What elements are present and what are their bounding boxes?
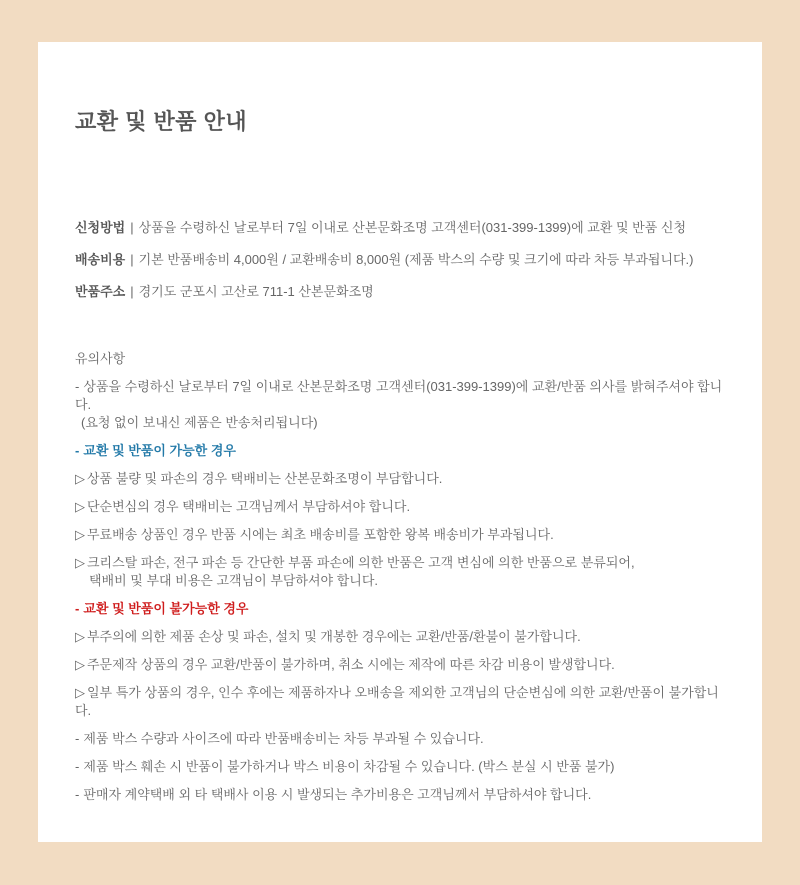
notice-line bbox=[75, 498, 725, 516]
notice-item bbox=[75, 554, 725, 590]
notice-line-text: 단순변심의 경우 택배비는 고객님께서 부담하셔야 합니다. bbox=[87, 499, 411, 514]
dash-bullet-icon: - bbox=[75, 601, 80, 616]
info-row bbox=[75, 220, 725, 236]
notice-item bbox=[75, 526, 725, 544]
notice-line bbox=[75, 758, 725, 776]
dash-bullet-icon: - bbox=[75, 443, 80, 458]
notice-line bbox=[75, 470, 725, 488]
notice-line-text: 상품을 수령하신 날로부터 7일 이내로 산본문화조명 고객센터(031-399-1399)에 교환/반품 의사를 밝혀주셔야 합니다. bbox=[75, 379, 723, 412]
triangle-bullet-icon: ▷ bbox=[75, 499, 85, 514]
info-row-text: 상품을 수령하신 날로부터 7일 이내로 산본문화조명 고객센터(031-399-1399)에 교환 및 반품 신청 bbox=[138, 220, 687, 235]
notice-item bbox=[75, 786, 725, 804]
notice-item bbox=[75, 656, 725, 674]
notice-line-text: 일부 특가 상품의 경우, 인수 후에는 제품하자나 오배송을 제외한 고객님의 단순변심에 의한 교환/반품이 불가합니다. bbox=[75, 685, 719, 718]
notice-line-text: 크리스탈 파손, 전구 파손 등 간단한 부품 파손에 의한 반품은 고객 변심에 의한 반품으로 분류되어, bbox=[87, 555, 635, 570]
notice-line bbox=[75, 684, 725, 720]
notice-item bbox=[75, 628, 725, 646]
notice-line-text: 제품 박스 훼손 시 반품이 불가하거나 박스 비용이 차감될 수 있습니다. (박스 분실 시 반품 불가) bbox=[83, 759, 615, 774]
notice-line bbox=[75, 786, 725, 804]
triangle-bullet-icon: ▷ bbox=[75, 685, 85, 700]
notice-item bbox=[75, 758, 725, 776]
notice-line bbox=[75, 572, 725, 590]
notice-line bbox=[75, 414, 725, 432]
notice-items bbox=[75, 378, 725, 804]
return-policy-card bbox=[38, 42, 762, 842]
notice-section bbox=[75, 351, 725, 804]
info-row-divider: | bbox=[130, 252, 134, 267]
notice-item bbox=[75, 470, 725, 488]
notice-line-text: 무료배송 상품인 경우 반품 시에는 최초 배송비를 포함한 왕복 배송비가 부과됩니다. bbox=[87, 527, 554, 542]
triangle-bullet-icon: ▷ bbox=[75, 471, 85, 486]
notice-line bbox=[75, 378, 725, 414]
notice-line-text: 제품 박스 수량과 사이즈에 따라 반품배송비는 차등 부과될 수 있습니다. bbox=[83, 731, 484, 746]
info-section bbox=[75, 220, 725, 300]
dash-bullet-icon: - bbox=[75, 759, 80, 774]
notice-item bbox=[75, 730, 725, 748]
dash-bullet-icon: - bbox=[75, 379, 80, 394]
notice-item bbox=[75, 498, 725, 516]
info-row-divider: | bbox=[130, 220, 134, 235]
disallowed-cases-heading bbox=[75, 600, 725, 618]
notice-line-text: 택배비 및 부대 비용은 고객님이 부담하셔야 합니다. bbox=[89, 573, 379, 588]
info-row-text: 경기도 군포시 고산로 711-1 산본문화조명 bbox=[138, 284, 374, 299]
dash-bullet-icon: - bbox=[75, 787, 80, 802]
notice-line bbox=[75, 730, 725, 748]
info-row-label: 신청방법 bbox=[75, 220, 126, 235]
notice-line-text: 주문제작 상품의 경우 교환/반품이 불가하며, 취소 시에는 제작에 따른 차감 비용이 발생합니다. bbox=[87, 657, 615, 672]
triangle-bullet-icon: ▷ bbox=[75, 629, 85, 644]
info-row bbox=[75, 284, 725, 300]
notice-item bbox=[75, 684, 725, 720]
info-row-divider: | bbox=[130, 284, 134, 299]
triangle-bullet-icon: ▷ bbox=[75, 527, 85, 542]
notice-line bbox=[75, 628, 725, 646]
notice-line bbox=[75, 442, 725, 460]
notice-line-text: 교환 및 반품이 불가능한 경우 bbox=[83, 601, 249, 616]
notice-item bbox=[75, 378, 725, 432]
info-row-label: 반품주소 bbox=[75, 284, 126, 299]
dash-bullet-icon: - bbox=[75, 731, 80, 746]
notice-line bbox=[75, 656, 725, 674]
allowed-cases-heading bbox=[75, 442, 725, 460]
notice-line bbox=[75, 554, 725, 572]
triangle-bullet-icon: ▷ bbox=[75, 657, 85, 672]
notice-line bbox=[75, 526, 725, 544]
triangle-bullet-icon: ▷ bbox=[75, 555, 85, 570]
info-row-text: 기본 반품배송비 4,000원 / 교환배송비 8,000원 (제품 박스의 수량 및 크기에 따라 차등 부과됩니다.) bbox=[138, 252, 694, 267]
notice-line-text: (요청 없이 보내신 제품은 반송처리됩니다) bbox=[81, 415, 318, 430]
notice-line-text: 교환 및 반품이 가능한 경우 bbox=[83, 443, 236, 458]
info-row bbox=[75, 252, 725, 268]
notice-line-text: 판매자 계약택배 외 타 택배사 이용 시 발생되는 추가비용은 고객님께서 부담하셔야 합니다. bbox=[83, 787, 592, 802]
notice-heading: 유의사항 bbox=[75, 351, 126, 366]
notice-line-text: 상품 불량 및 파손의 경우 택배비는 산본문화조명이 부담합니다. bbox=[87, 471, 443, 486]
page-title: 교환 및 반품 안내 bbox=[75, 109, 248, 134]
info-row-label: 배송비용 bbox=[75, 252, 126, 267]
notice-line-text: 부주의에 의한 제품 손상 및 파손, 설치 및 개봉한 경우에는 교환/반품/환불이 불가합니다. bbox=[87, 629, 581, 644]
notice-line bbox=[75, 600, 725, 618]
